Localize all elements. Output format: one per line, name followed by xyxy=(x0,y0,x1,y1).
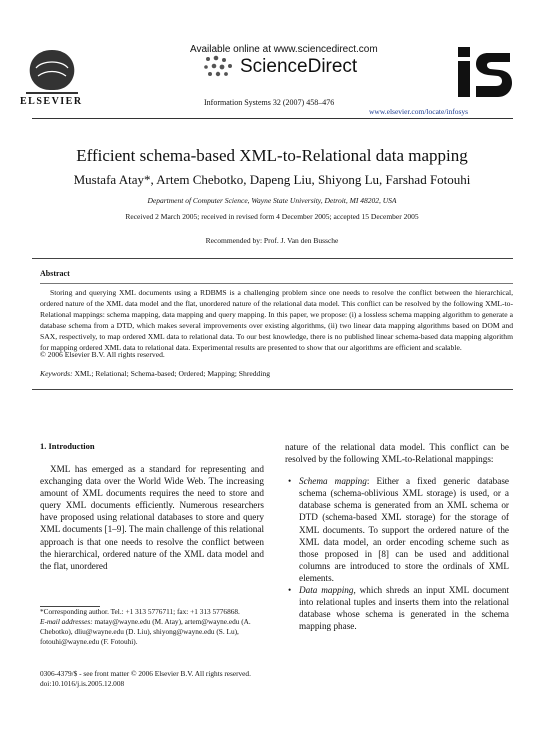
sciencedirect-dots-icon xyxy=(200,54,240,80)
left-column xyxy=(40,463,264,572)
keywords-label: Keywords: xyxy=(40,369,73,378)
list-item-text: : Either a fixed generic database schema (schema-oblivious XML storage) is used, or a database schema is generated from an XML schema or DTD (schema-based XML storage) for the storage of XML documents. To support the ordered nature of the XML data model, an order encoding scheme such as those proposed in [8] can be used and additional columns are introduced to store the ordinals of XML elements. xyxy=(299,476,509,583)
doi-line[interactable]: doi:10.1016/j.is.2005.12.008 xyxy=(40,678,125,688)
section-heading-introduction: 1. Introduction xyxy=(40,441,95,451)
list-item xyxy=(285,584,509,632)
email-addresses xyxy=(40,617,270,647)
bullet-icon: • xyxy=(288,585,292,596)
recommended-by: Recommended by: Prof. J. Van den Bussche xyxy=(205,236,339,245)
publisher-name: ELSEVIER xyxy=(20,96,83,107)
affiliation: Department of Computer Science, Wayne State University, Detroit, MI 48202, USA xyxy=(147,196,397,205)
footnote xyxy=(40,607,270,647)
list-item-term: Schema mapping xyxy=(299,476,367,487)
email-list: matay@wayne.edu (M. Atay), artem@wayne.edu (A. Chebotko), dliu@wayne.edu (D. Liu), shiyong@wayne.edu (S. Lu), fotouhi@wayne.edu (F. Fotouhi). xyxy=(40,616,251,646)
abstract-bottom-divider xyxy=(32,389,513,390)
abstract-body xyxy=(40,288,513,353)
issn-doi-block xyxy=(40,669,251,689)
email-label: E-mail addresses: xyxy=(40,616,93,626)
sciencedirect-name: ScienceDirect xyxy=(240,56,358,77)
abstract-paragraph: Storing and querying XML documents using a RDBMS is a challenging problem since one needs to resolve the conflict between the hierarchical, ordered nature of the XML data model and the flat, unordered nature of the relational data model. This conflict can be resolved by the following XML-to-Relational mappings: schema mapping, data mapping and query mapping. In this paper, we propose: (i) a lossless schema mapping algorithm to generate a database schema from a DTD, which makes several improvements over existing algorithms, (ii) two linear data mapping algorithms based on DOM and SAX, respectively, to map ordered XML data to relational data. To our best knowledge, there is no published linear schema-based data mapping algorithm for mapping ordered XML data to relational data. Experimental results are presented to show that our algorithms are efficient and scalable. xyxy=(40,288,513,352)
intro-paragraph-continued: nature of the relational data model. This conflict can be resolved by the following XML-to-Relational mappings: xyxy=(285,442,509,465)
journal-url-link[interactable]: www.elsevier.com/locate/infosys xyxy=(369,107,469,116)
keywords-list: XML; Relational; Schema-based; Ordered; Mapping; Shredding xyxy=(74,369,271,378)
corresponding-author-note: *Corresponding author. Tel.: +1 313 5776711; fax: +1 313 5776868. xyxy=(40,607,240,616)
list-item-text: , which shreds an input XML document into relational tuples and inserts them into the relational database whose schema is generated in the schema mapping phase. xyxy=(299,585,510,632)
abstract-heading-divider xyxy=(40,283,513,284)
keywords-line xyxy=(40,369,270,378)
copyright-notice: © 2006 Elsevier B.V. All rights reserved. xyxy=(40,350,165,359)
available-online-text[interactable]: Available online at www.sciencedirect.com xyxy=(190,44,378,55)
paper-title: Efficient schema-based XML-to-Relational data mapping xyxy=(76,146,468,165)
list-item-term: Data mapping xyxy=(299,585,354,596)
right-column xyxy=(285,441,509,632)
list-item xyxy=(285,475,509,584)
information-systems-logo xyxy=(452,43,516,101)
author-list: Mustafa Atay*, Artem Chebotko, Dapeng Liu, Shiyong Lu, Farshad Fotouhi xyxy=(73,172,471,187)
abstract-top-divider xyxy=(32,258,513,259)
submission-dates: Received 2 March 2005; received in revised form 4 December 2005; accepted 15 December 2005 xyxy=(125,212,419,221)
header-divider xyxy=(32,118,513,119)
abstract-heading: Abstract xyxy=(40,269,70,278)
bullet-icon: • xyxy=(288,476,292,487)
front-matter-line: 0306-4379/$ - see front matter © 2006 Elsevier B.V. All rights reserved. xyxy=(40,669,251,678)
intro-paragraph: XML has emerged as a standard for representing and exchanging data over the World Wide Web. The increasing amount of XML documents requires the need to store and query XML documents efficiently. Numerous researchers have proposed using relational databases to store and query XML documents [1–9]. The main challenge of this relational approach is that one needs to resolve the conflict between the hierarchical, ordered nature of the XML data model and the flat, unordered xyxy=(40,464,264,571)
journal-info: Information Systems 32 (2007) 458–476 xyxy=(204,98,335,107)
mapping-list xyxy=(285,475,509,632)
